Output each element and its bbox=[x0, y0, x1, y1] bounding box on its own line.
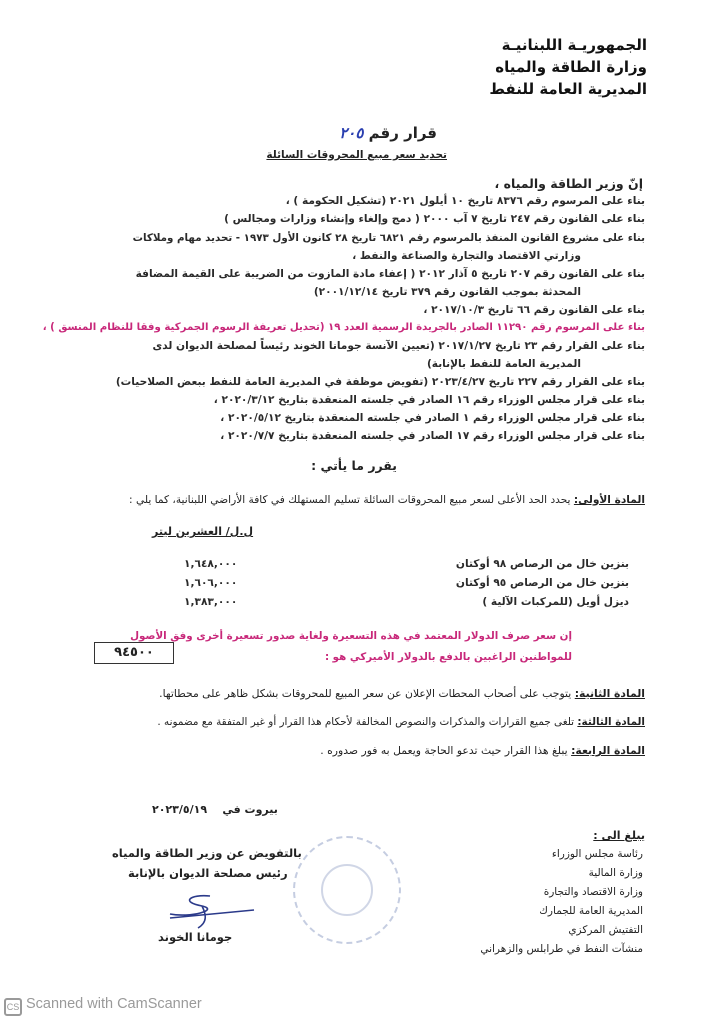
place: بيروت في bbox=[222, 803, 278, 816]
article-1-label: المادة الأولى: bbox=[573, 494, 645, 506]
preamble-line-highlighted: بناء على المرسوم رقم ١١٢٩٠ الصادر بالجريدة الرسمية العدد ١٩ (تحديل تعريفة الرسوم الجمركية وفقا للنظام المنسق ) ، bbox=[42, 322, 645, 333]
preamble-line: بناء على قرار مجلس الوزراء رقم ١٦ الصادر في جلسته المنعقدة بتاريخ ٢٠٢٠/٣/١٢ ، bbox=[213, 394, 645, 406]
camscanner-text: Scanned with CamScanner bbox=[26, 996, 202, 1012]
signatory-name: جومانا الخوند bbox=[158, 930, 233, 944]
product-name: ديزل أويل (للمركبات الآلية ) bbox=[482, 596, 629, 608]
distribution-item: وزارة الاقتصاد والتجارة bbox=[543, 886, 643, 898]
decision-number: ٢٠٥ bbox=[339, 124, 364, 142]
preamble-line: بناء على مشروع القانون المنفذ بالمرسوم رقم ٦٨٢١ تاريخ ٢٨ كانون الأول ١٩٧٣ - تحديد مهام وملاكات bbox=[132, 232, 645, 244]
preamble-line: بناء على القرار رقم ٢٢٧ تاريخ ٢٠٢٣/٤/٢٧ (تفويض موظفة في المديرية العامة للنفط ببعض الصلاحيات) bbox=[115, 376, 645, 388]
preamble-line: بناء على المرسوم رقم ٨٣٧٦ تاريخ ١٠ أيلول ٢٠٢١ (تشكيل الحكومة ) ، bbox=[285, 195, 645, 207]
handwritten-signature bbox=[150, 888, 260, 934]
distribution-item: المديرية العامة للجمارك bbox=[539, 905, 643, 917]
distribution-item: منشآت النفط في طرابلس والزهراني bbox=[480, 943, 643, 955]
preamble-line: بناء على القانون رقم ٦٦ تاريخ ٢٠١٧/١٠/٣ ، bbox=[423, 304, 645, 316]
header-ministry: وزارة الطاقة والمياه bbox=[495, 58, 647, 76]
product-price: ١,٦٠٦,٠٠٠ bbox=[184, 577, 238, 589]
signature-line2: رئيس مصلحة الديوان بالإنابة bbox=[128, 866, 288, 880]
header-republic: الجمهوريـة اللبنانيـة bbox=[501, 36, 647, 54]
preamble-line: بناء على القانون رقم ٢٠٧ تاريخ ٥ آذار ٢٠١٢ ( إعفاء مادة المازوت من الضريبة على القيمة المضافة bbox=[135, 268, 645, 280]
official-stamp bbox=[293, 836, 401, 944]
decision-subject: تحديد سعر مبيع المحروقات السائلة bbox=[266, 149, 447, 161]
exchange-rate-box: ٩٤٥٠٠ bbox=[94, 642, 174, 664]
header-directorate: المديرية العامة للنفط bbox=[489, 80, 647, 98]
camscanner-footer bbox=[4, 996, 202, 1016]
distribution-item: رئاسة مجلس الوزراء bbox=[551, 848, 643, 860]
price-column-header: ل.ل/ العشرين ليتر bbox=[152, 525, 254, 538]
article-4-text: يبلغ هذا القرار حيث تدعو الحاجة ويعمل به فور صدوره . bbox=[320, 744, 568, 757]
article-3-text: تلغى جميع القرارات والمذكرات والنصوص المخالفة لأحكام هذا القرار أو غير المتفقة مع مضمونه . bbox=[157, 716, 575, 728]
distribution-title: يبلغ الى : bbox=[593, 829, 645, 842]
article-3 bbox=[157, 716, 645, 728]
preamble-line: المحدثة بموجب القانون رقم ٣٧٩ تاريخ ٢٠٠١/١٢/١٤) bbox=[313, 286, 581, 298]
product-price: ١,٦٤٨,٠٠٠ bbox=[184, 558, 238, 570]
decides-heading: يقرر ما يأتي : bbox=[311, 458, 397, 473]
preamble-intro: إنّ وزير الطاقة والمياه ، bbox=[494, 176, 643, 191]
exchange-note-line2: للمواطنين الراغبين بالدفع بالدولار الأميركي هو : bbox=[324, 651, 572, 663]
camscanner-logo-icon: CS bbox=[4, 998, 22, 1016]
preamble-line: بناء على القرار رقم ٢٣ تاريخ ٢٠١٧/١/٢٧ (تعيين الآنسة جومانا الخوند رئيساً لمصلحة الديوان لدى bbox=[152, 340, 645, 352]
exchange-note-line1: إن سعر صرف الدولار المعتمد في هذه التسعيرة ولغاية صدور تسعيرة أخرى وفق الأصول bbox=[130, 630, 572, 642]
decision-title: قرار رقم ٢٠٥ bbox=[339, 124, 437, 142]
article-4 bbox=[320, 744, 645, 757]
place-date bbox=[152, 803, 278, 816]
date: ٢٠٢٣/٥/١٩ bbox=[152, 803, 208, 816]
article-2-text: يتوجب على أصحاب المحطات الإعلان عن سعر المبيع للمحروقات بشكل ظاهر على محطاتها. bbox=[159, 687, 572, 700]
article-1-text: يحدد الحد الأعلى لسعر مبيع المحروقات السائلة تسليم المستهلك في كافة الأراضي اللبنانية، كما يلي : bbox=[129, 494, 571, 506]
distribution-item: وزارة المالية bbox=[588, 867, 643, 879]
preamble-line: بناء على القانون رقم ٢٤٧ تاريخ ٧ آب ٢٠٠٠ ( دمج وإلغاء وإنشاء وزارات ومجالس ) bbox=[224, 213, 645, 225]
product-name: بنزين خال من الرصاص ٩٨ أوكتان bbox=[455, 558, 629, 570]
article-1 bbox=[129, 494, 645, 506]
article-2-label: المادة الثانية: bbox=[574, 687, 645, 700]
preamble-line: بناء على قرار مجلس الوزراء رقم ١٧ الصادر في جلسته المنعقدة بتاريخ ٢٠٢٠/٧/٧ ، bbox=[220, 430, 645, 442]
preamble-line: المديرية العامة للنفط بالإنابة) bbox=[426, 358, 581, 370]
article-4-label: المادة الرابعة: bbox=[571, 744, 645, 757]
article-2 bbox=[159, 687, 645, 700]
preamble-line: بناء على قرار مجلس الوزراء رقم ١ الصادر في جلسته المنعقدة بتاريخ ٢٠٢٠/٥/١٢ ، bbox=[220, 412, 645, 424]
distribution-item: التفتيش المركزي bbox=[568, 924, 643, 936]
preamble-line: وزارتي الاقتصاد والتجارة والصناعة والنفط ، bbox=[352, 250, 581, 262]
signature-line1: بالتفويض عن وزير الطاقة والمياه bbox=[112, 846, 302, 860]
product-name: بنزين خال من الرصاص ٩٥ أوكتان bbox=[455, 577, 629, 589]
product-price: ١,٣٨٣,٠٠٠ bbox=[184, 596, 238, 608]
article-3-label: المادة الثالثة: bbox=[577, 716, 645, 728]
